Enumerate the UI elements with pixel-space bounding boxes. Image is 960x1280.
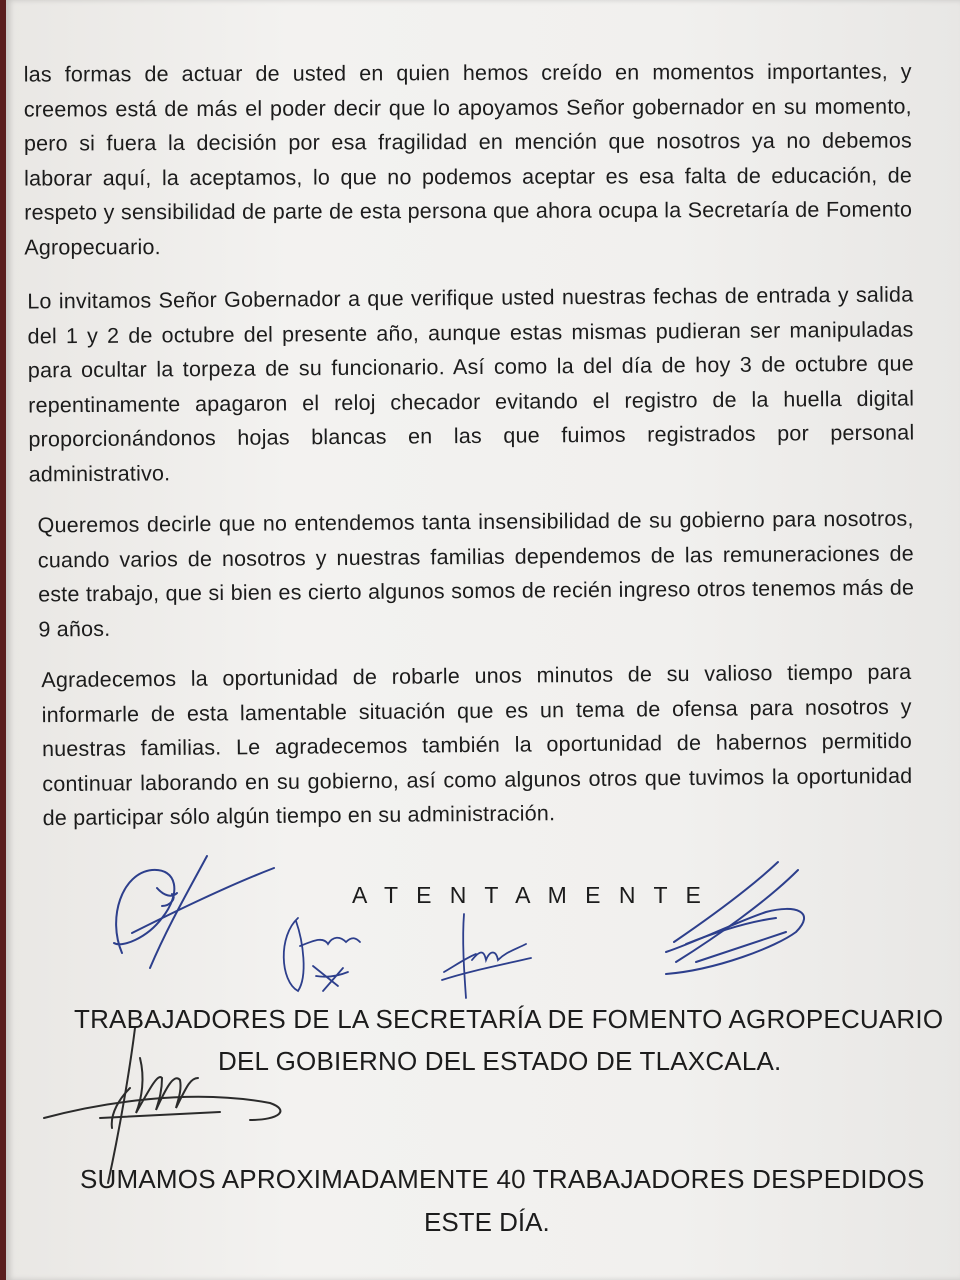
paragraph-2: Lo invitamos Señor Gobernador a que verifique usted nuestras fechas de entrada y salida del 1 y 2 de octubre del presente año, aunque estas mismas pudieran ser manipuladas para ocultar la torpeza de su funcionario. Así como la del día de hoy 3 de octubre que repentinamente apagaron el reloj checador evitando el registro de la huella digital proporcionándonos hojas blancas en las que fuimos registrados por personal administrativo. [27, 282, 915, 486]
organization-line-2: DEL GOBIERNO DEL ESTADO DE TLAXCALA. [218, 1046, 782, 1076]
note-line-1: SUMAMOS APROXIMADAMENTE 40 TRABAJADORES DESPEDIDOS [80, 1164, 925, 1194]
letter-page [6, 0, 960, 1280]
closing-atentamente: A T E N T A M E N T E [352, 882, 707, 908]
paragraph-4: Agradecemos la oportunidad de robarle unos minutos de su valioso tiempo para informarle de esta lamentable situación que es un tema de ofensa para nosotros y nuestras familias. Le agradecemos también la oportunidad de habernos permitido continuar laborando en su gobierno, así como algunos otros que tuvimos la oportunidad de participar sólo algún tiempo en su administración. [41, 659, 913, 831]
note-line-2: ESTE DÍA. [424, 1207, 550, 1237]
signature-1 [102, 848, 292, 978]
paragraph-3: Queremos decirle que no entendemos tanta insensibilidad de su gobierno para nosotros, cuando varios de nosotros y nuestras familias dependemos de las remuneraciones de este trabajo, que si bien es cierto algunos somos de recién ingreso otros tenemos más de 9 años. [37, 506, 915, 641]
signature-4 [656, 852, 826, 982]
signature-3 [436, 910, 536, 1000]
signature-2 [268, 906, 368, 998]
organization-line-1: TRABAJADORES DE LA SECRETARÍA DE FOMENTO AGROPECUARIO [74, 1004, 944, 1034]
paragraph-1: las formas de actuar de usted en quien hemos creído en momentos importantes, y creemos está de más el poder decir que lo apoyamos Señor gobernador en su momento, pero si fuera la decisión por esa fragilidad en mención que nosotros ya no debemos laborar aquí, la aceptamos, lo que no podemos aceptar es esa falta de educación, de respeto y sensibilidad de parte de esta persona que ahora ocupa la Secretaría de Fomento Agropecuario. [23, 59, 913, 260]
